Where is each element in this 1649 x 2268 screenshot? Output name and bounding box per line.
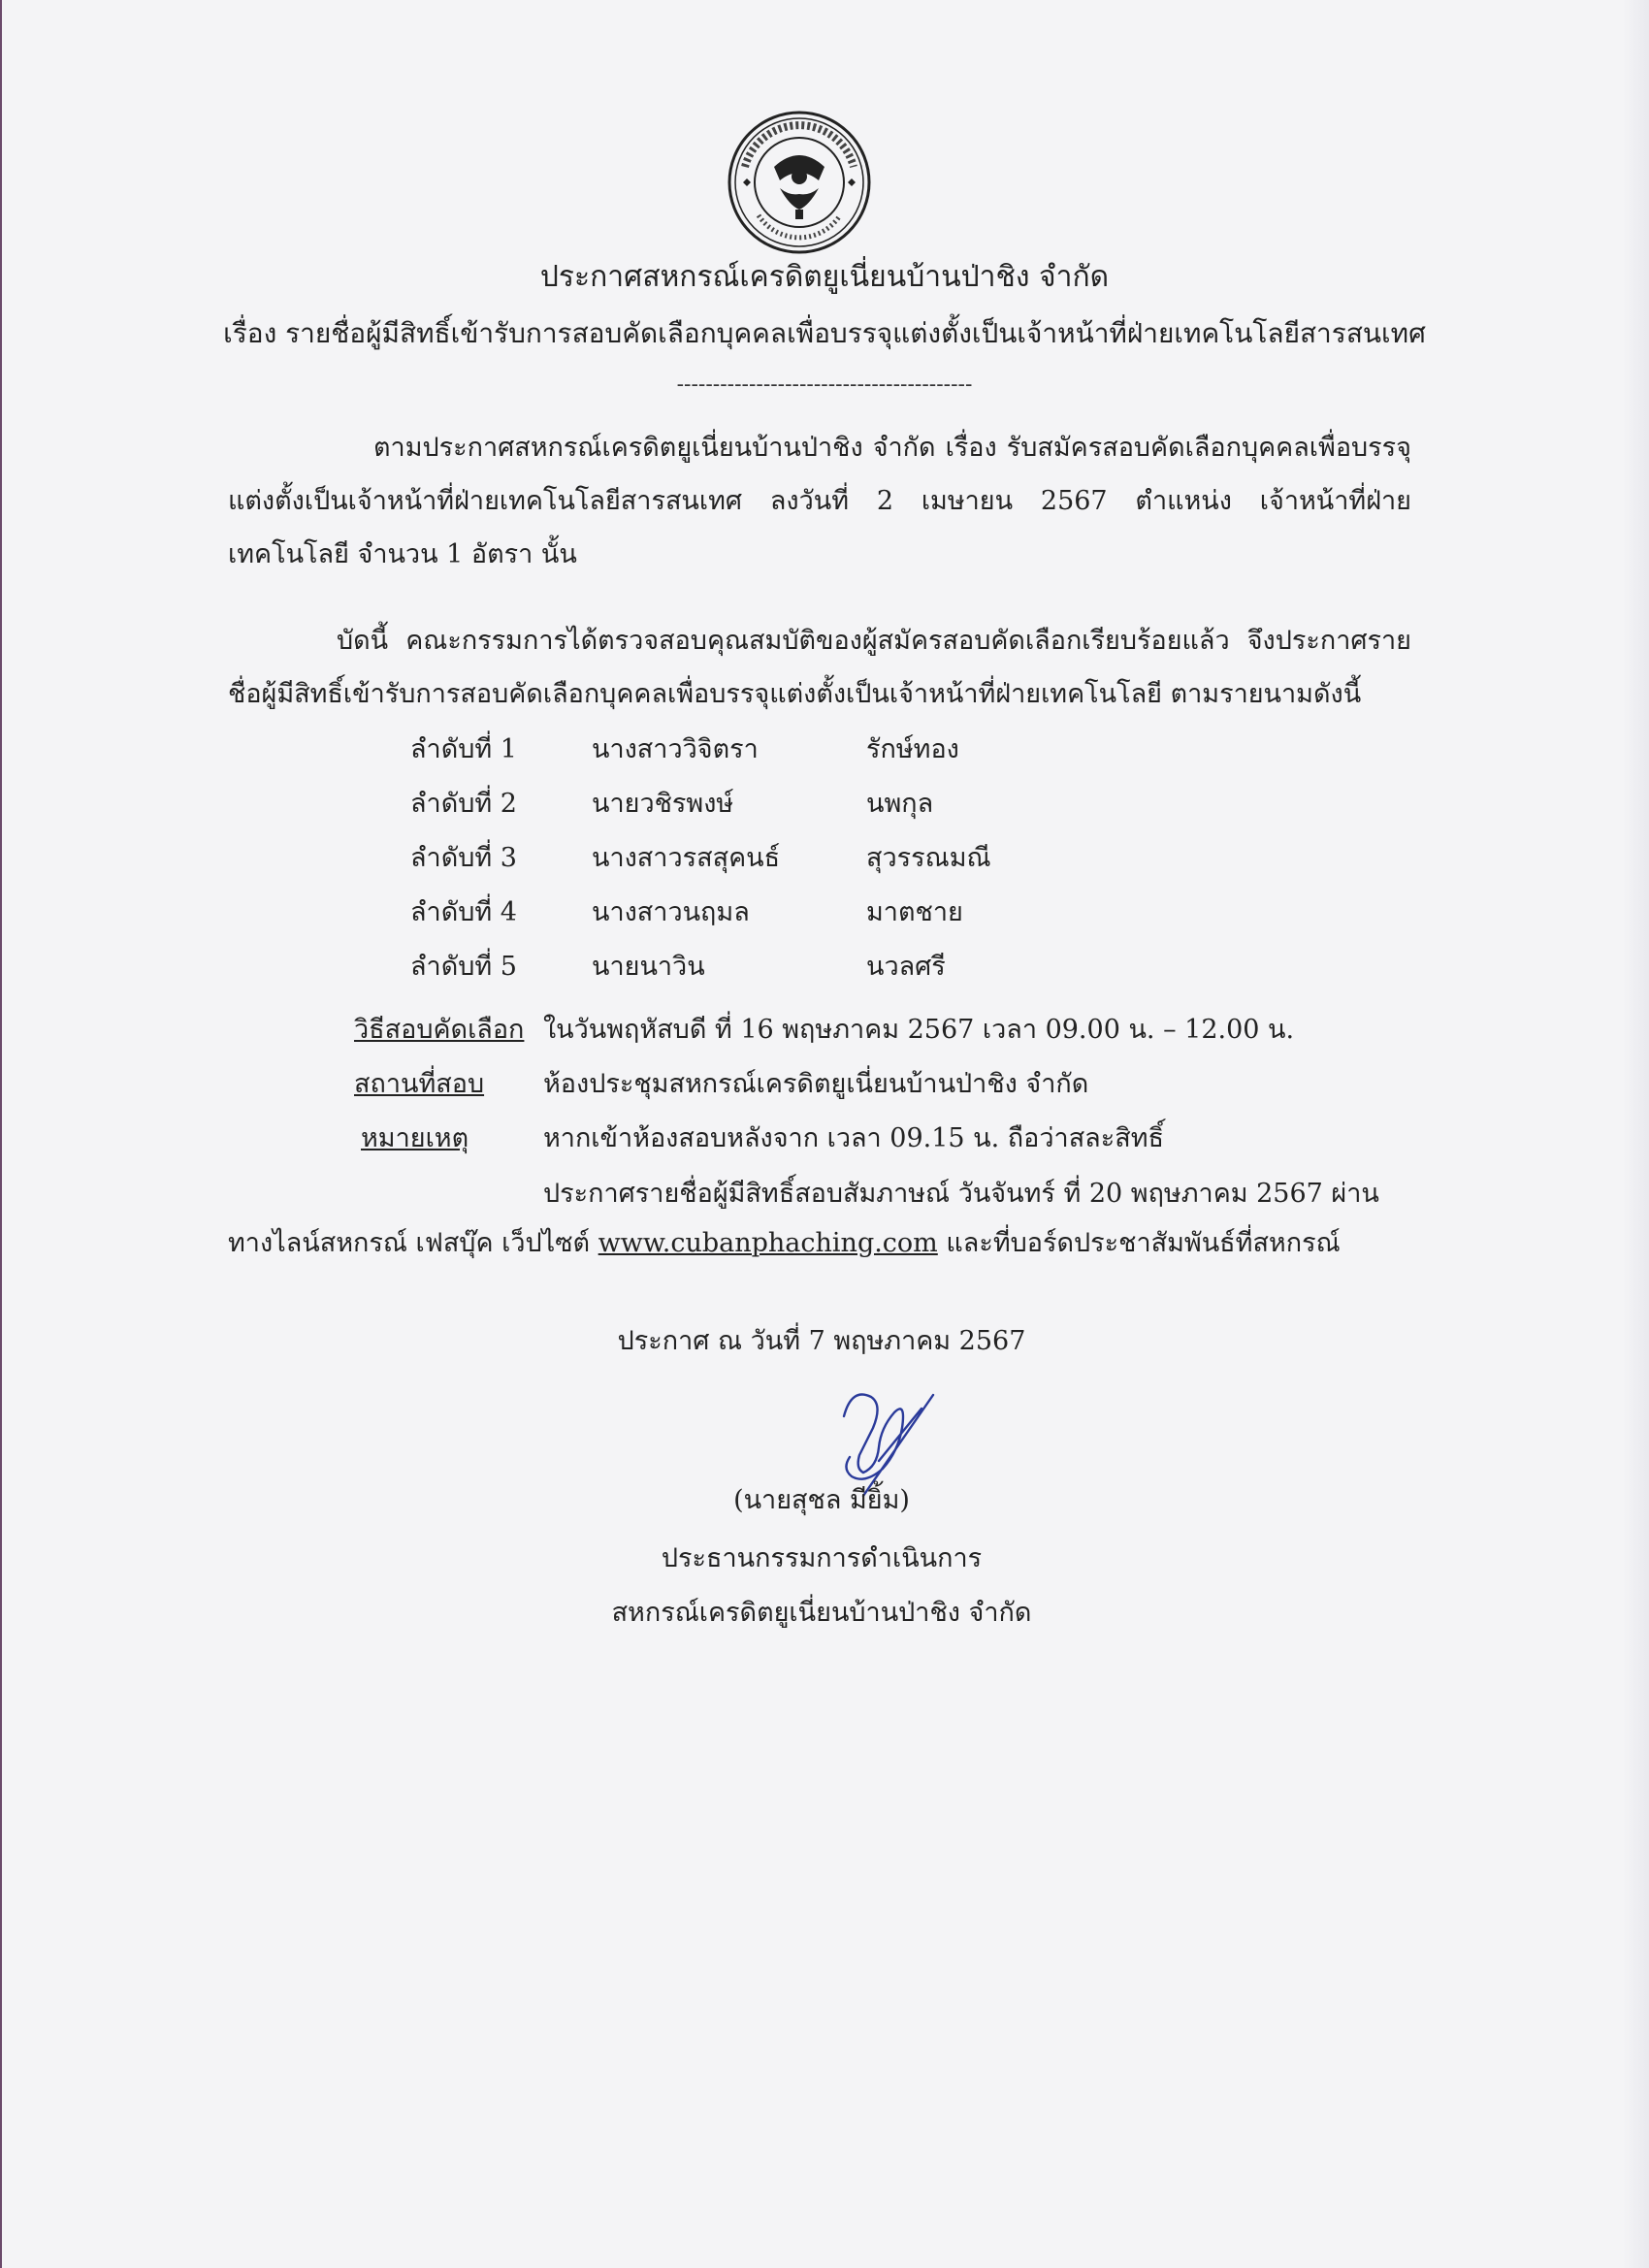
website-link[interactable]: www.cubanphaching.com <box>598 1228 938 1258</box>
candidate-first-name: นายวชิรพงษ์ <box>592 789 734 819</box>
candidate-first-name: นางสาววิจิตรา <box>592 734 759 764</box>
announcement-date: ประกาศ ณ วันที่ 7 พฤษภาคม 2567 <box>617 1326 1026 1356</box>
candidate-last-name: มาตชาย <box>866 897 963 927</box>
cooperative-seal-icon <box>726 109 873 256</box>
announce-line: ประกาศรายชื่อผู้มีสิทธิ์สอบสัมภาษณ์ วันจันทร์ ที่ 20 พฤษภาคม 2567 ผ่าน <box>543 1179 1379 1209</box>
announcement-title: ประกาศสหกรณ์เครดิตยูเนี่ยนบ้านป่าชิง จำกัด <box>539 260 1110 294</box>
candidate-order: ลำดับที่ 5 <box>410 952 517 982</box>
venue-label: สถานที่สอบ <box>354 1069 485 1099</box>
announce-line-2 <box>228 1228 1341 1259</box>
candidate-order: ลำดับที่ 3 <box>410 843 517 873</box>
candidate-order: ลำดับที่ 2 <box>410 789 517 819</box>
candidate-first-name: นางสาวรสสุคนธ์ <box>592 843 781 873</box>
candidate-order: ลำดับที่ 4 <box>410 897 517 927</box>
candidate-last-name: นวลศรี <box>866 952 946 982</box>
signer-name: (นายสุชล มียิ้ม) <box>733 1485 910 1515</box>
divider-line: ----------------------------------------- <box>676 373 973 397</box>
candidate-last-name: รักษ์ทอง <box>866 734 959 764</box>
candidate-last-name: สุวรรณมณี <box>866 843 991 873</box>
announcement-subject: เรื่อง รายชื่อผู้มีสิทธิ์เข้ารับการสอบคัดเลือกบุคคลเพื่อบรรจุแต่งตั้งเป็นเจ้าหน้าที่ฝ่ายเทคโนโลยีสารสนเทศ <box>223 317 1426 349</box>
organization-name: สหกรณ์เครดิตยูเนี่ยนบ้านป่าชิง จำกัด <box>611 1598 1032 1628</box>
announce-suffix: และที่บอร์ดประชาสัมพันธ์ที่สหกรณ์ <box>937 1228 1341 1258</box>
candidate-last-name: นพกุล <box>866 789 934 819</box>
venue-value: ห้องประชุมสหกรณ์เครดิตยูเนี่ยนบ้านป่าชิง จำกัด <box>543 1069 1089 1099</box>
note-label: หมายเหตุ <box>361 1123 469 1153</box>
method-value: ในวันพฤหัสบดี ที่ 16 พฤษภาคม 2567 เวลา 09.00 น. – 12.00 น. <box>543 1015 1295 1045</box>
candidate-order: ลำดับที่ 1 <box>410 734 517 764</box>
candidate-first-name: นางสาวนฤมล <box>592 897 750 927</box>
intro-paragraph: ตามประกาศสหกรณ์เครดิตยูเนี่ยนบ้านป่าชิง จำกัด เรื่อง รับสมัครสอบคัดเลือกบุคคลเพื่อบรรจุแต่งตั้งเป็นเจ้าหน้าที่ฝ่ายเทคโนโลยีสารสนเทศ ลงวันที่ 2 เมษายน 2567 ตำแหน่ง เจ้าหน้าที่ฝ่ายเทคโนโลยี จำนวน 1 อัตรา นั้น <box>228 433 1411 569</box>
method-label: วิธีสอบคัดเลือก <box>354 1015 525 1045</box>
announce-prefix: ทางไลน์สหกรณ์ เฟสบุ๊ค เว็ปไซต์ <box>228 1228 598 1258</box>
candidate-first-name: นายนาวิน <box>592 952 705 982</box>
result-paragraph: บัดนี้ คณะกรรมการได้ตรวจสอบคุณสมบัติของผู้สมัครสอบคัดเลือกเรียบร้อยแล้ว จึงประกาศรายชื่อผู้มีสิทธิ์เข้ารับการสอบคัดเลือกบุคคลเพื่อบรรจุแต่งตั้งเป็นเจ้าหน้าที่ฝ่ายเทคโนโลยี ตามรายนามดังนี้ <box>228 626 1411 709</box>
note-value: หากเข้าห้องสอบหลังจาก เวลา 09.15 น. ถือว่าสละสิทธิ์ <box>543 1123 1164 1153</box>
signer-position: ประธานกรรมการดำเนินการ <box>661 1543 983 1573</box>
